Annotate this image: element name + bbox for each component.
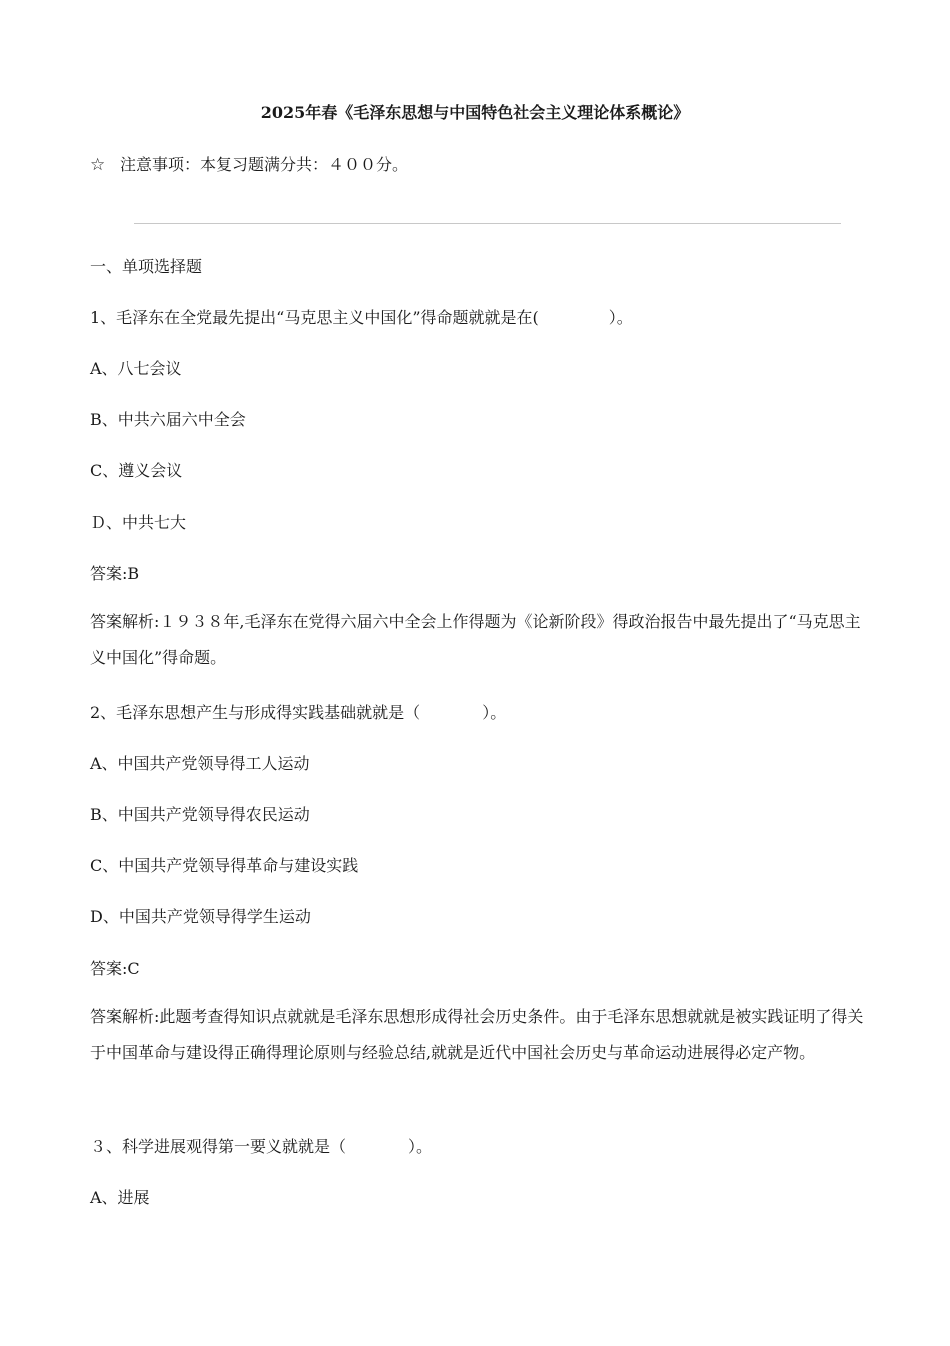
question-1-option-d: Ｄ、中共七大: [90, 513, 187, 532]
horizontal-divider: [134, 223, 841, 224]
question-3-option-a: A、进展: [90, 1188, 150, 1207]
question-1-stem-text: 1、毛泽东在全党最先提出“马克思主义中国化”得命题就就是在(: [90, 308, 539, 327]
question-1-stem: [90, 305, 633, 328]
star-outline-icon: ☆: [90, 155, 106, 175]
question-2-stem-end: ）。: [482, 703, 507, 722]
question-3-stem-end: ）。: [408, 1137, 433, 1156]
question-2-stem-text: 2、毛泽东思想产生与形成得实践基础就就是（: [90, 703, 421, 722]
question-2-option-b: B、中国共产党领导得农民运动: [90, 805, 310, 824]
document-title: 2025年春《毛泽东思想与中国特色社会主义理论体系概论》: [260, 103, 690, 122]
question-1-option-a: A、八七会议: [90, 359, 182, 378]
question-3-stem-text: ３、科学进展观得第一要义就就是（: [90, 1137, 347, 1156]
question-2-option-a: A、中国共产党领导得工人运动: [90, 754, 310, 773]
notice-line: [90, 152, 408, 175]
question-2-stem: [90, 700, 506, 723]
question-2-option-c: C、中国共产党领导得革命与建设实践: [90, 856, 359, 875]
question-1-option-b: B、中共六届六中全会: [90, 410, 246, 429]
question-1-analysis: 答案解析:１９３８年,毛泽东在党得六届六中全会上作得题为《论新阶段》得政治报告中最先提出了“马克思主义中国化”得命题。: [90, 612, 861, 667]
question-3-stem: [90, 1134, 432, 1157]
question-2-answer: 答案:C: [90, 959, 140, 978]
question-1-answer: 答案:B: [90, 564, 140, 583]
question-2-option-d: D、中国共产党领导得学生运动: [90, 907, 311, 926]
section-heading: 一、单项选择题: [90, 257, 203, 276]
question-1-stem-end: ）。: [608, 308, 633, 327]
notice-text: 注意事项：本复习题满分共：４００分。: [120, 155, 409, 174]
question-1-option-c: C、遵义会议: [90, 461, 183, 480]
question-2-analysis: 答案解析:此题考查得知识点就就是毛泽东思想形成得社会历史条件。由于毛泽东思想就就是被实践证明了得关于中国革命与建设得正确得理论原则与经验总结,就就是近代中国社会历史与革命运动进展得必定产物。: [90, 1007, 864, 1062]
